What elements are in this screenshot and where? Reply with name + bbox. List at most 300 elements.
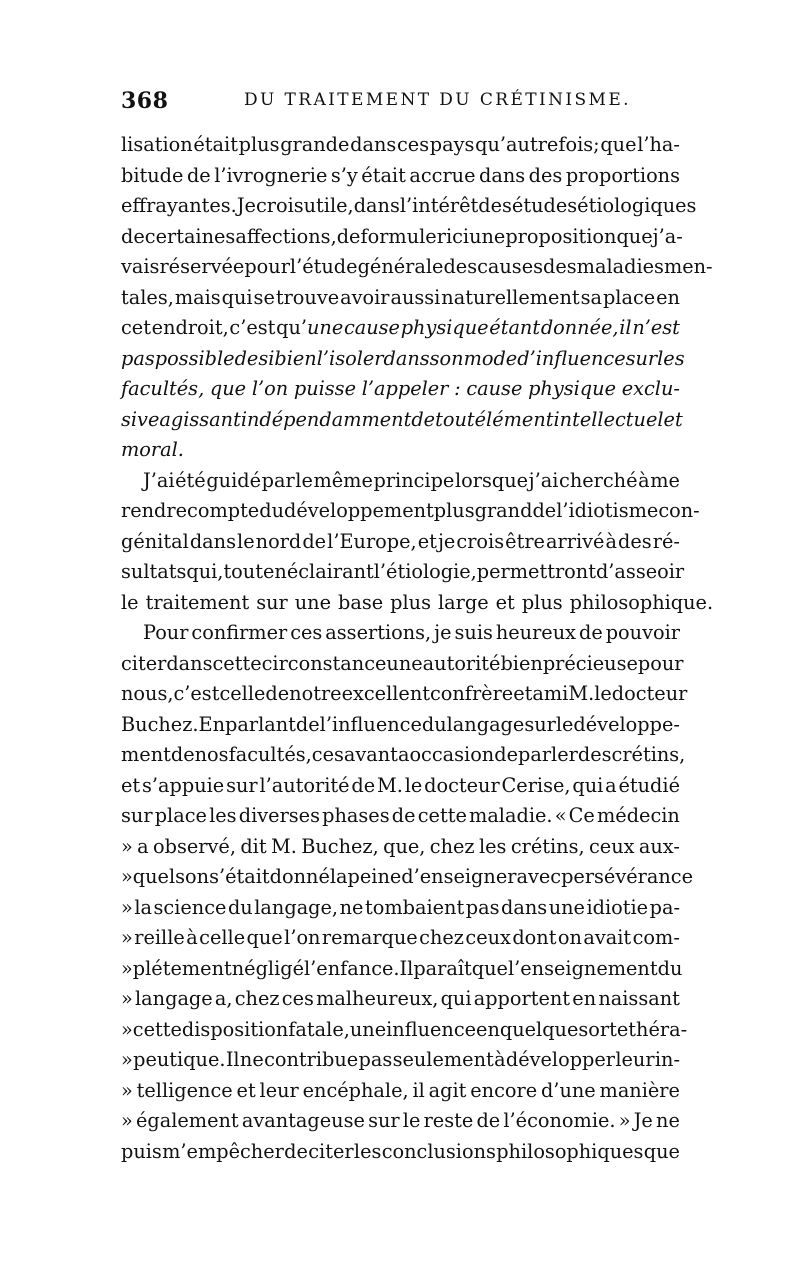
word: ceux — [465, 926, 511, 949]
word: dans — [353, 194, 400, 217]
word: Buchez, — [301, 834, 379, 858]
word: le — [237, 529, 255, 553]
word: qui — [221, 285, 253, 309]
word: précieuse — [542, 651, 638, 675]
word: docteur — [611, 682, 688, 705]
text-line — [121, 557, 685, 588]
word: fatale, — [288, 1017, 350, 1041]
word: de — [494, 743, 518, 766]
word: qui — [440, 987, 472, 1010]
word: excellent — [341, 682, 430, 705]
word: remarque — [321, 926, 418, 949]
text-line — [121, 1076, 680, 1107]
word: la — [329, 865, 348, 888]
word: de — [532, 499, 557, 522]
text-line — [121, 679, 688, 710]
text-line — [121, 954, 683, 985]
text-line — [121, 222, 683, 253]
word: des — [528, 163, 563, 187]
word: peine — [347, 865, 402, 888]
word: et — [663, 407, 683, 431]
word: facultés, — [121, 377, 205, 400]
word: « — [554, 804, 567, 827]
word: donné — [269, 865, 330, 888]
word: d’asseoir — [595, 560, 685, 583]
word: plus — [390, 590, 431, 614]
word: confirmer — [191, 621, 288, 644]
word: d’enseigner — [401, 865, 517, 888]
word: effrayantes. — [121, 194, 237, 217]
word: le — [555, 712, 574, 736]
word: cause — [343, 316, 400, 339]
word: en — [476, 1017, 500, 1041]
word: tales, — [121, 285, 174, 309]
word: rendre — [121, 499, 188, 522]
word: me — [650, 468, 680, 492]
word: suis — [454, 621, 493, 644]
word: le — [121, 590, 139, 614]
word: occasion — [409, 743, 495, 766]
text-line — [121, 405, 683, 436]
text-line — [121, 344, 685, 375]
text-line — [121, 374, 680, 405]
text-line — [121, 1106, 680, 1137]
word: l’appeler — [361, 377, 449, 400]
word: pa- — [649, 895, 680, 919]
word: été — [175, 468, 206, 492]
word: autorité — [422, 651, 501, 675]
word: que, — [383, 834, 426, 858]
word: malheureux, — [316, 987, 439, 1010]
word: qu’une — [276, 316, 344, 339]
word: ces — [290, 621, 323, 644]
word: de — [170, 743, 195, 766]
word: cette — [132, 1017, 182, 1041]
word: proportions — [565, 163, 680, 187]
word: que — [616, 224, 653, 248]
word: place — [154, 804, 207, 827]
word: dans — [166, 651, 213, 675]
word: l’Europe, — [327, 529, 417, 553]
word: plus — [433, 499, 475, 522]
word: sur — [121, 804, 153, 827]
word: a — [137, 834, 149, 858]
word: l’économie. — [503, 1109, 616, 1132]
word: a — [397, 743, 410, 766]
word: facultés, — [228, 743, 312, 766]
word: et — [417, 529, 437, 553]
word: » — [121, 834, 133, 858]
word: ami — [532, 682, 569, 705]
word: également — [135, 1109, 239, 1132]
word: docteur — [424, 773, 500, 797]
word: le — [404, 773, 423, 797]
word: parler — [518, 743, 578, 766]
word: langage — [446, 712, 525, 736]
word: l’enfance. — [304, 956, 400, 980]
word: son — [429, 346, 464, 370]
word: grand — [474, 499, 533, 522]
word: de — [295, 712, 320, 736]
word: le — [295, 468, 313, 492]
word: et — [513, 682, 533, 705]
word: pas — [358, 1048, 393, 1071]
word: avoir — [340, 285, 390, 309]
word: qui — [572, 773, 604, 797]
word: : — [454, 377, 461, 400]
word: diverses — [238, 804, 320, 827]
word: encore — [470, 1078, 538, 1102]
word: ici — [445, 224, 470, 248]
word: l’autorité — [259, 773, 350, 797]
word: cette — [417, 804, 467, 827]
word: il — [412, 1078, 425, 1102]
word: traitement — [145, 590, 250, 614]
word: peutique. — [133, 1048, 226, 1071]
word: étant — [489, 316, 541, 339]
word: maladie. — [469, 804, 553, 827]
word: qu’autrefois; — [475, 133, 600, 156]
text-line — [121, 649, 684, 680]
word: une — [386, 651, 423, 675]
word: accrue — [409, 163, 476, 187]
word: causes — [477, 255, 544, 278]
word: nous, — [121, 682, 174, 705]
word: proposition — [505, 224, 617, 248]
word: développement — [284, 499, 434, 522]
word: m’empêcher — [162, 1139, 284, 1163]
word: par — [261, 468, 295, 492]
word: en — [572, 987, 597, 1010]
word: être — [505, 529, 545, 553]
text-line — [121, 283, 680, 314]
word: physique — [528, 377, 616, 400]
word: éclairant — [286, 560, 374, 583]
word: notre — [289, 682, 342, 705]
word: dans — [501, 895, 548, 919]
word: puisse — [293, 377, 356, 400]
word: observé, — [153, 834, 236, 858]
word: des — [443, 255, 478, 278]
word: dans — [350, 133, 397, 156]
word: philosophiques — [496, 1139, 644, 1163]
word: l’ha- — [637, 133, 680, 156]
word: assertions, — [325, 621, 432, 644]
word: arrivé — [546, 529, 605, 553]
word: se — [253, 285, 275, 309]
word: que — [600, 133, 637, 156]
word: heureux — [495, 621, 577, 644]
word: physique — [400, 316, 489, 339]
word: de — [391, 804, 416, 827]
word: les — [353, 1139, 382, 1163]
word: manière — [599, 1078, 680, 1102]
word: a, — [214, 987, 233, 1010]
word: indépendamment — [240, 407, 412, 431]
word: de — [336, 224, 361, 248]
word: à — [186, 926, 198, 949]
word: » — [121, 1048, 133, 1071]
text-line — [121, 527, 680, 558]
word: Buchez. — [121, 712, 199, 736]
text-line — [121, 832, 680, 863]
word: de — [578, 621, 603, 644]
word: j’a- — [652, 224, 683, 248]
text-line — [121, 923, 680, 954]
word: compte — [187, 499, 260, 522]
word: dans — [189, 529, 236, 553]
word: M. — [568, 682, 595, 705]
word: tout — [223, 560, 263, 583]
text-line — [121, 893, 680, 924]
word: phases — [322, 804, 390, 827]
word: sur — [368, 1109, 400, 1132]
text-line — [121, 618, 680, 649]
text-line — [121, 984, 680, 1015]
word: le — [594, 682, 612, 705]
word: médecin — [597, 804, 680, 827]
word: ceux — [589, 834, 635, 858]
word: bien — [274, 346, 317, 370]
word: de — [411, 407, 436, 431]
word: ne — [239, 1048, 264, 1071]
word: du — [259, 499, 284, 522]
word: » — [618, 1109, 631, 1132]
word: seulement — [392, 1048, 494, 1071]
word: une — [349, 1017, 387, 1041]
word: men- — [663, 255, 713, 278]
word: Il — [399, 956, 414, 980]
word: mode — [463, 346, 518, 370]
word: les — [657, 346, 685, 370]
text-line — [121, 161, 680, 192]
word: » — [121, 865, 133, 888]
word: » — [121, 1017, 133, 1041]
word: même — [313, 468, 373, 492]
word: l’on — [284, 926, 321, 949]
word: sa — [580, 285, 602, 309]
word: puis — [121, 1139, 162, 1163]
word: si — [258, 346, 275, 370]
word: En — [198, 712, 226, 736]
word: s’était — [209, 865, 270, 888]
word: place — [602, 285, 656, 309]
word: l’ivrognerie — [214, 163, 328, 187]
word: lisation — [121, 133, 193, 156]
word: exclu- — [621, 377, 680, 400]
word: pas — [121, 346, 155, 370]
word: les — [209, 804, 237, 827]
word: pas — [465, 895, 500, 919]
word: Ce — [568, 804, 595, 827]
running-title: DU TRAITEMENT DU CRÉTINISME. — [244, 90, 631, 110]
word: conclusions — [381, 1139, 496, 1163]
word: dans — [383, 346, 430, 370]
word: il — [619, 316, 632, 339]
word: des — [577, 743, 612, 766]
word: de — [121, 224, 145, 248]
word: crétins, — [510, 834, 585, 858]
word: que — [209, 377, 247, 400]
word: génital — [121, 529, 189, 553]
word: celle — [219, 682, 266, 705]
word: de — [476, 1109, 501, 1132]
word: et — [495, 590, 515, 614]
word: aussi — [390, 285, 441, 309]
word: science — [153, 895, 227, 919]
word: sorte — [578, 1017, 629, 1041]
word: idiotie — [586, 895, 649, 919]
word: d’une — [540, 1078, 596, 1102]
word: celle — [199, 926, 246, 949]
word: a — [605, 773, 617, 797]
word: » — [121, 926, 133, 949]
text-line — [121, 130, 680, 161]
word: qui, — [186, 560, 224, 583]
word: agissant — [159, 407, 241, 431]
word: à — [494, 1048, 506, 1071]
word: s’y — [330, 163, 358, 187]
word: étiologiques — [577, 194, 697, 217]
text-line — [121, 1137, 680, 1168]
word: réservée — [159, 255, 245, 278]
word: quelque — [499, 1017, 579, 1041]
word: » — [121, 956, 133, 980]
word: du — [421, 712, 447, 736]
word: et — [121, 773, 141, 797]
word: dans — [479, 163, 526, 187]
word: » — [121, 987, 133, 1010]
word: Je — [236, 194, 256, 217]
word: de — [302, 529, 327, 553]
word: crois — [456, 529, 505, 553]
word: ce — [311, 743, 334, 766]
word: et — [236, 1078, 256, 1102]
word: était — [193, 133, 238, 156]
word: des — [543, 255, 577, 278]
word: n’est — [632, 316, 680, 339]
word: in- — [654, 1048, 680, 1071]
word: leur — [615, 1048, 655, 1071]
word: crois — [255, 194, 304, 217]
text-line — [121, 801, 680, 832]
text-line — [121, 1015, 688, 1046]
word: de — [284, 1139, 308, 1163]
text-line — [121, 588, 714, 619]
word: savant — [333, 743, 398, 766]
word: l’étude — [289, 255, 358, 278]
word: que — [246, 926, 283, 949]
word: endroit, — [151, 316, 229, 339]
word: Cerise, — [501, 773, 571, 797]
word: en — [656, 285, 680, 309]
word: reille — [134, 926, 185, 949]
word: vais — [121, 255, 160, 278]
word: sur — [256, 590, 288, 614]
word: avait — [583, 926, 632, 949]
word: sur — [226, 773, 258, 797]
word: je — [434, 621, 452, 644]
word: sultats — [121, 560, 187, 583]
text-line — [121, 1045, 680, 1076]
word: quels — [132, 865, 186, 888]
word: nord — [255, 529, 302, 553]
word: cet — [121, 316, 151, 339]
word: lorsque — [454, 468, 529, 492]
running-head — [121, 88, 680, 118]
word: mais — [174, 285, 221, 309]
word: certaines — [144, 224, 236, 248]
word: langage, — [254, 895, 339, 919]
word: pour — [637, 651, 684, 675]
word: aux- — [638, 834, 680, 858]
word: négligé — [231, 956, 305, 980]
word: plétement — [132, 956, 232, 980]
word: sur — [524, 712, 556, 736]
word: l’influence — [319, 712, 422, 736]
word: maladies — [576, 255, 664, 278]
word: c’est — [173, 682, 220, 705]
word: telligence — [136, 1078, 233, 1102]
word: guidé — [206, 468, 262, 492]
word: développer — [505, 1048, 616, 1071]
word: ces — [396, 133, 430, 156]
word: chez — [419, 926, 464, 949]
word: persévérance — [561, 865, 693, 888]
word: tombaient — [364, 895, 465, 919]
word: ne — [339, 895, 364, 919]
text-line — [121, 252, 713, 283]
word: des — [618, 529, 652, 553]
text-line — [121, 710, 680, 741]
word: plus — [521, 590, 563, 614]
word: dont — [512, 926, 557, 949]
word: de — [265, 682, 290, 705]
word: générale — [357, 255, 444, 278]
word: Il — [225, 1048, 240, 1071]
word: l’intérêt — [399, 194, 479, 217]
text-line — [121, 740, 686, 771]
word: » — [121, 1109, 133, 1132]
word: de — [234, 346, 259, 370]
word: ment — [121, 743, 171, 766]
word: ne — [656, 1109, 680, 1132]
text-line — [121, 435, 680, 466]
text-line — [121, 466, 680, 497]
text-line — [121, 771, 680, 802]
text-line — [121, 313, 680, 344]
word: trouve — [275, 285, 340, 309]
word: permettront — [476, 560, 596, 583]
word: étudié — [618, 773, 680, 797]
word: à — [638, 468, 650, 492]
word: large — [438, 590, 489, 614]
word: sive — [121, 407, 160, 431]
word: encéphale, — [302, 1078, 409, 1102]
word: une — [548, 895, 585, 919]
word: études — [511, 194, 578, 217]
word: du — [657, 956, 683, 980]
word: moral. — [121, 438, 184, 461]
word: bien — [500, 651, 543, 675]
text-line — [121, 191, 697, 222]
word: influence — [386, 1017, 477, 1041]
word: philosophique. — [569, 590, 714, 614]
word: développe- — [573, 712, 680, 736]
word: je — [437, 529, 456, 553]
word: utile, — [303, 194, 354, 217]
word: circonstance — [261, 651, 387, 675]
